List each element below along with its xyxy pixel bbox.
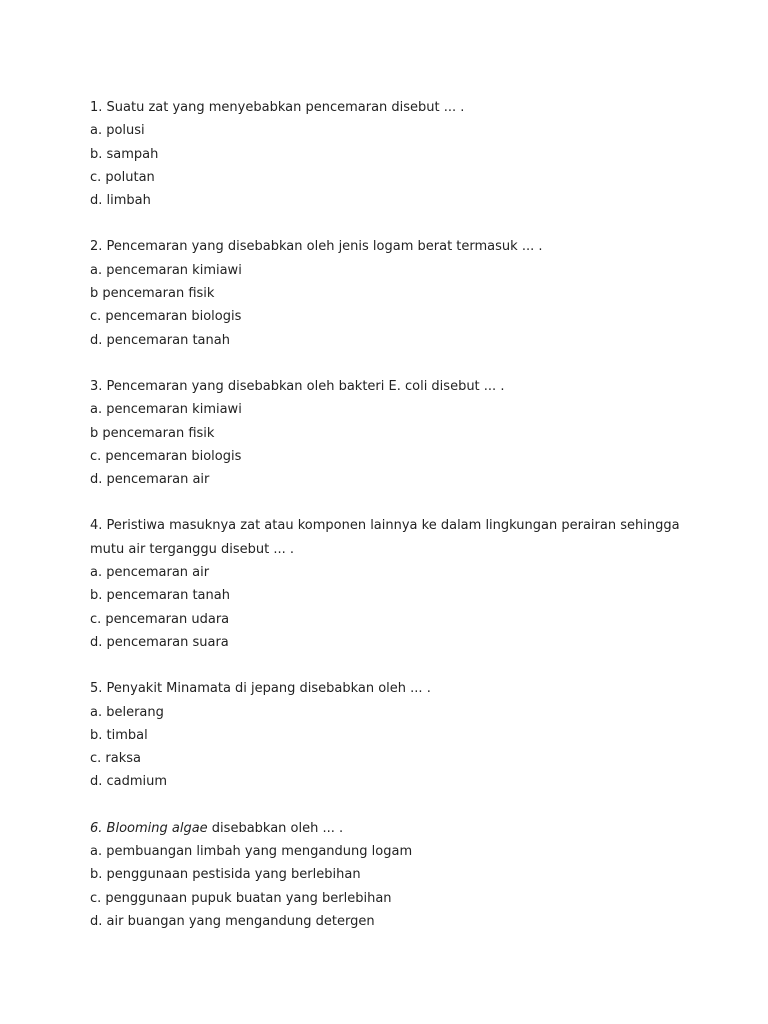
option-d: d. cadmium — [90, 774, 168, 790]
option-c: c. raksa — [90, 751, 141, 767]
option-a: a. belerang — [90, 704, 164, 720]
question-1 — [90, 96, 730, 212]
option-c: c. pencemaran biologis — [90, 309, 242, 325]
option-d: d. pencemaran air — [90, 472, 210, 488]
question-stem: 5. Penyakit Minamata di jepang disebabkan oleh ... . — [90, 681, 431, 697]
question-stem-line-2: mutu air terganggu disebut ... . — [90, 541, 294, 557]
option-b: b. sampah — [90, 146, 159, 162]
question-stem-line-1: 4. Peristiwa masuknya zat atau komponen lainnya ke dalam lingkungan perairan sehingga — [90, 518, 680, 534]
option-b: b. penggunaan pestisida yang berlebihan — [90, 867, 361, 883]
option-d: d. pencemaran tanah — [90, 332, 230, 348]
question-stem — [90, 817, 730, 840]
question-stem: 2. Pencemaran yang disebabkan oleh jenis logam berat termasuk ... . — [90, 239, 543, 255]
option-a: a. polusi — [90, 123, 145, 139]
option-c: c. pencemaran biologis — [90, 448, 242, 464]
option-b: b. timbal — [90, 727, 148, 743]
question-2 — [90, 235, 730, 351]
option-d: d. limbah — [90, 193, 151, 209]
option-a: a. pencemaran kimiawi — [90, 402, 242, 418]
option-c: c. penggunaan pupuk buatan yang berlebihan — [90, 890, 392, 906]
document-page — [90, 96, 730, 956]
option-c: c. polutan — [90, 169, 155, 185]
question-5 — [90, 677, 730, 793]
question-stem-italic: 6. Blooming algae — [90, 820, 208, 836]
question-stem-rest: disebabkan oleh ... . — [207, 820, 344, 836]
option-a: a. pembuangan limbah yang mengandung logam — [90, 844, 413, 860]
option-b: b pencemaran fisik — [90, 425, 215, 441]
option-b: b. pencemaran tanah — [90, 588, 230, 604]
option-b: b pencemaran fisik — [90, 286, 215, 302]
question-6 — [90, 817, 730, 933]
question-stem: 1. Suatu zat yang menyebabkan pencemaran disebut ... . — [90, 100, 465, 115]
option-d: d. air buangan yang mengandung detergen — [90, 913, 375, 929]
option-d: d. pencemaran suara — [90, 634, 229, 650]
question-stem: 3. Pencemaran yang disebabkan oleh bakteri E. coli disebut ... . — [90, 378, 505, 394]
option-a: a. pencemaran kimiawi — [90, 262, 242, 278]
question-4 — [90, 514, 730, 654]
option-c: c. pencemaran udara — [90, 611, 230, 627]
option-a: a. pencemaran air — [90, 565, 210, 581]
question-3 — [90, 375, 730, 491]
